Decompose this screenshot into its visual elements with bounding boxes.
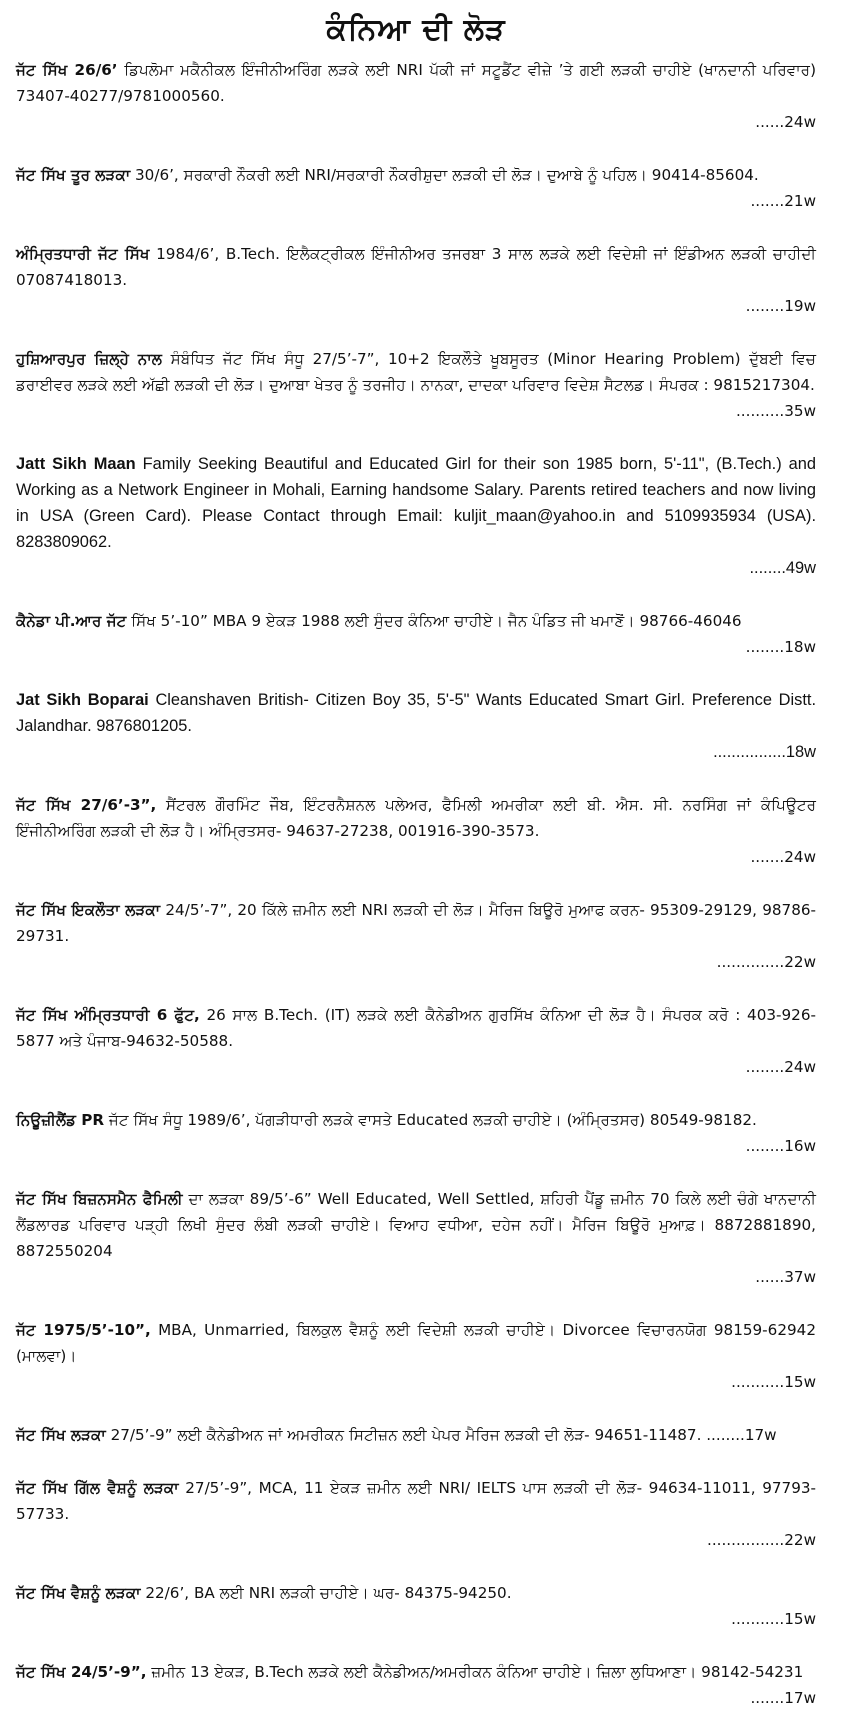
ad-5: [16, 451, 816, 581]
ad-head: ਹੁਸ਼ਿਆਰਪੁਰ ਜ਼ਿਲ੍ਹੇ ਨਾਲ: [16, 350, 163, 368]
ad-head: ਜੱਟ 1975/5’-10”,: [16, 1321, 151, 1339]
ad-body: 1984/6’, B.Tech. ਇਲੈਕਟ੍ਰੀਕਲ ਇੰਜੀਨੀਅਰ ਤਜਰਬਾ 3 ਸਾਲ ਲੜਕੇ ਲਈ ਵਿਦੇਸ਼ੀ ਜਾਂ ਇੰਡੀਅਨ ਲੜਕੀ ਚਾਹੀਦੀ 07087418013.: [16, 245, 817, 289]
ad-body: 22/6’, BA ਲਈ NRI ਲੜਕੀ ਚਾਹੀਏ। ਘਰ- 84375-94250.: [140, 1584, 512, 1602]
ad-head: ਨਿਊਜ਼ੀਲੈਂਡ PR: [16, 1111, 105, 1129]
ad-11: [16, 1107, 816, 1159]
ad-9: [16, 897, 816, 975]
ad-head: ਜੱਟ ਸਿੱਖ ਤੂਰ ਲੜਕਾ: [16, 166, 131, 184]
ad-13: [16, 1317, 816, 1395]
ad-17: [16, 1659, 816, 1711]
page-title: ਕੰਨਿਆ ਦੀ ਲੋੜ: [326, 12, 506, 47]
ad-body: Family Seeking Beautiful and Educated Girl for their son 1985 born, 5'-11", (B.Tech.) and Working as a Network Engineer in Mohali, Earning handsome Salary. Parents retired teachers and now living in USA (Green Card). Please Contact through Email: kuljit_maan@yahoo.in and 5109935934 (USA). 8283809062.: [16, 455, 816, 551]
ad-head: Jatt Sikh Maan: [16, 455, 136, 473]
ad-body: MBA, Unmarried, ਬਿਲਕੁਲ ਵੈਸ਼ਨੂੰ ਲਈ ਵਿਦੇਸ਼ੀ ਲੜਕੀ ਚਾਹੀਏ। Divorcee ਵਿਚਾਰਨਯੋਗ 98159-62942 (ਮਾਲਵਾ)।: [16, 1321, 816, 1365]
ad-code: .......21w: [750, 192, 816, 210]
ad-head: ਜੱਟ ਸਿੱਖ ਲੜਕਾ: [16, 1426, 106, 1444]
ad-body: 24/5’-7”, 20 ਕਿੱਲੇ ਜ਼ਮੀਨ ਲਈ NRI ਲੜਕੀ ਦੀ ਲੋੜ। ਮੈਰਿਜ ਬਿਊਰੋ ਮੁਆਫ ਕਰਨ- 95309-29129, 98786-29731.: [16, 901, 817, 945]
ad-head: ਜੱਟ ਸਿੱਖ ਵੈਸ਼ਨੂੰ ਲੜਕਾ: [16, 1584, 141, 1602]
ad-body: 27/5’-9”, MCA, 11 ਏਕੜ ਜ਼ਮੀਨ ਲਈ NRI/ IELTS ਪਾਸ ਲੜਕੀ ਦੀ ਲੋੜ- 94634-11011, 97793-57733.: [16, 1479, 816, 1523]
ad-7: [16, 687, 816, 765]
ad-head: ਜੱਟ ਸਿੱਖ ਅੰਮ੍ਰਿਤਧਾਰੀ 6 ਫੁੱਟ,: [16, 1006, 200, 1024]
ad-code: ........49w: [749, 559, 816, 577]
ad-12: [16, 1186, 816, 1290]
ad-1: [16, 57, 816, 135]
ad-code: ................18w: [713, 743, 816, 761]
ad-body: ਜ਼ਮੀਨ 13 ਏਕੜ, B.Tech ਲੜਕੇ ਲਈ ਕੈਨੇਡੀਅਨ/ਅਮਰੀਕਨ ਕੰਨਿਆ ਚਾਹੀਏ। ਜ਼ਿਲਾ ਲੁਧਿਆਣਾ। 98142-54231: [146, 1663, 804, 1681]
ad-head: ਅੰਮ੍ਰਿਤਧਾਰੀ ਜੱਟ ਸਿੱਖ: [16, 245, 150, 263]
ad-14: [16, 1422, 816, 1448]
ad-code: ................22w: [707, 1531, 816, 1549]
ad-body: ਸੰਬੰਧਿਤ ਜੱਟ ਸਿੱਖ ਸੰਧੂ 27/5’-7”, 10+2 ਇਕਲੌਤੇ ਖੂਬਸੂਰਤ (Minor Hearing Problem) ਦੁੱਬਈ ਵਿਚ ਡਰਾਈਵਰ ਲੜਕੇ ਲਈ ਅੱਛੀ ਲੜਕੀ ਦੀ ਲੋੜ। ਦੁਆਬਾ ਖੇਤਰ ਨੂੰ ਤਰਜੀਹ। ਨਾਨਕਾ, ਦਾਦਕਾ ਪਰਿਵਾਰ ਵਿਦੇਸ਼ ਸੈਟਲਡ। ਸੰਪਰਕ : 9815217304.: [16, 350, 817, 394]
ad-head: ਜੱਟ ਸਿੱਖ ਬਿਜ਼ਨਸਮੈਨ ਫੈਮਿਲੀ: [16, 1190, 183, 1208]
ad-code: ........19w: [745, 297, 816, 315]
ad-body: ਡਿਪਲੋਮਾ ਮਕੈਨੀਕਲ ਇੰਜੀਨੀਅਰਿੰਗ ਲੜਕੇ ਲਈ NRI ਪੱਕੀ ਜਾਂ ਸਟੂਡੈਂਟ ਵੀਜ਼ੇ ’ਤੇ ਗਈ ਲੜਕੀ ਚਾਹੀਏ (ਖਾਨਦਾਨੀ ਪਰਿਵਾਰ) 73407-40277/9781000560.: [16, 61, 816, 105]
ad-code: ..............22w: [716, 953, 816, 971]
ad-body: 26 ਸਾਲ B.Tech. (IT) ਲੜਕੇ ਲਈ ਕੈਨੇਡੀਅਨ ਗੁਰਸਿੱਖ ਕੰਨਿਆ ਦੀ ਲੋੜ ਹੈ। ਸੰਪਰਕ ਕਰੋ : 403-926-5877 ਅਤੇ ਪੰਜਾਬ-94632-50588.: [16, 1006, 816, 1050]
ad-8: [16, 792, 816, 870]
ad-body: Cleanshaven British- Citizen Boy 35, 5'-5" Wants Educated Smart Girl. Preference Distt. Jalandhar. 9876801205.: [16, 691, 817, 735]
ad-code: ........16w: [745, 1137, 816, 1155]
ad-6: [16, 608, 816, 660]
ad-code: ..........35w: [735, 402, 816, 420]
ad-code: .......24w: [750, 848, 816, 866]
ad-code: .......17w: [750, 1689, 816, 1707]
ad-head: ਜੱਟ ਸਿੱਖ 27/6’-3”,: [16, 796, 157, 814]
ad-body: ਦਾ ਲੜਕਾ 89/5’-6” Well Educated, Well Settled, ਸ਼ਹਿਰੀ ਪੈਂਡੂ ਜ਼ਮੀਨ 70 ਕਿਲੇ ਲਈ ਚੰਗੇ ਖਾਨਦਾਨੀ ਲੈਂਡਲਾਰਡ ਪਰਿਵਾਰ ਪੜ੍ਹੀ ਲਿਖੀ ਸੁੰਦਰ ਲੰਬੀ ਲੜਕੀ ਚਾਹੀਏ। ਵਿਆਹ ਵਧੀਆ, ਦਹੇਜ ਨਹੀਂ। ਮੈਰਿਜ ਬਿਊਰੋ ਮੁਆਫ਼। 8872881890, 8872550204: [16, 1190, 816, 1260]
ad-code: ........18w: [745, 638, 816, 656]
ad-15: [16, 1475, 816, 1553]
ad-4: [16, 346, 816, 424]
ad-body: ਜੱਟ ਸਿੱਖ ਸੰਧੂ 1989/6’, ਪੱਗੜੀਧਾਰੀ ਲੜਕੇ ਵਾਸਤੇ Educated ਲੜਕੀ ਚਾਹੀਏ। (ਅੰਮ੍ਰਿਤਸਰ) 80549-98182.: [104, 1111, 757, 1129]
ad-body: 27/5’-9” ਲਈ ਕੈਨੇਡੀਅਨ ਜਾਂ ਅਮਰੀਕਨ ਸਿਟੀਜ਼ਨ ਲਈ ਪੇਪਰ ਮੈਰਿਜ ਲੜਕੀ ਦੀ ਲੋੜ- 94651-11487. ........17w: [105, 1426, 777, 1444]
ad-body: 30/6’, ਸਰਕਾਰੀ ਨੌਕਰੀ ਲਈ NRI/ਸਰਕਾਰੀ ਨੌਕਰੀਸ਼ੁਦਾ ਲੜਕੀ ਦੀ ਲੋੜ। ਦੁਆਬੇ ਨੂੰ ਪਹਿਲ। 90414-85604.: [130, 166, 759, 184]
ad-10: [16, 1002, 816, 1080]
ad-code: ......24w: [755, 113, 816, 131]
ad-code: ...........15w: [731, 1610, 816, 1628]
ad-head: ਜੱਟ ਸਿੱਖ ਇਕਲੌਤਾ ਲੜਕਾ: [16, 901, 161, 919]
ad-body: ਸਿੱਖ 5’-10” MBA 9 ਏਕੜ 1988 ਲਈ ਸੁੰਦਰ ਕੰਨਿਆ ਚਾਹੀਏ। ਜੈਨ ਪੰਡਿਤ ਜੀ ਖਮਾਣੋਂ। 98766-46046: [126, 612, 742, 630]
ad-code: ......37w: [755, 1268, 816, 1286]
ad-head: ਜੱਟ ਸਿੱਖ ਗਿੱਲ ਵੈਸ਼ਨੂੰ ਲੜਕਾ: [16, 1479, 179, 1497]
ad-head: ਜੱਟ ਸਿੱਖ 26/6’: [16, 61, 118, 79]
ad-code: ........24w: [745, 1058, 816, 1076]
ad-16: [16, 1580, 816, 1632]
ad-code: ...........15w: [731, 1373, 816, 1391]
ad-head: Jat Sikh Boparai: [16, 691, 149, 709]
ad-3: [16, 241, 816, 319]
ad-2: [16, 162, 816, 214]
ad-head: ਜੱਟ ਸਿੱਖ 24/5’-9”,: [16, 1663, 147, 1681]
ad-head: ਕੈਨੇਡਾ ਪੀ.ਆਰ ਜੱਟ: [16, 612, 127, 630]
ad-body: ਸੈਂਟਰਲ ਗੌਰਮਿੰਟ ਜੌਬ, ਇੰਟਰਨੈਸ਼ਨਲ ਪਲੇਅਰ, ਫੈਮਿਲੀ ਅਮਰੀਕਾ ਲਈ ਬੀ. ਐਸ. ਸੀ. ਨਰਸਿੰਗ ਜਾਂ ਕੰਪਿਊਟਰ ਇੰਜੀਨੀਅਰਿੰਗ ਲੜਕੀ ਦੀ ਲੋੜ ਹੈ। ਅੰਮ੍ਰਿਤਸਰ- 94637-27238, 001916-390-3573.: [16, 796, 817, 840]
